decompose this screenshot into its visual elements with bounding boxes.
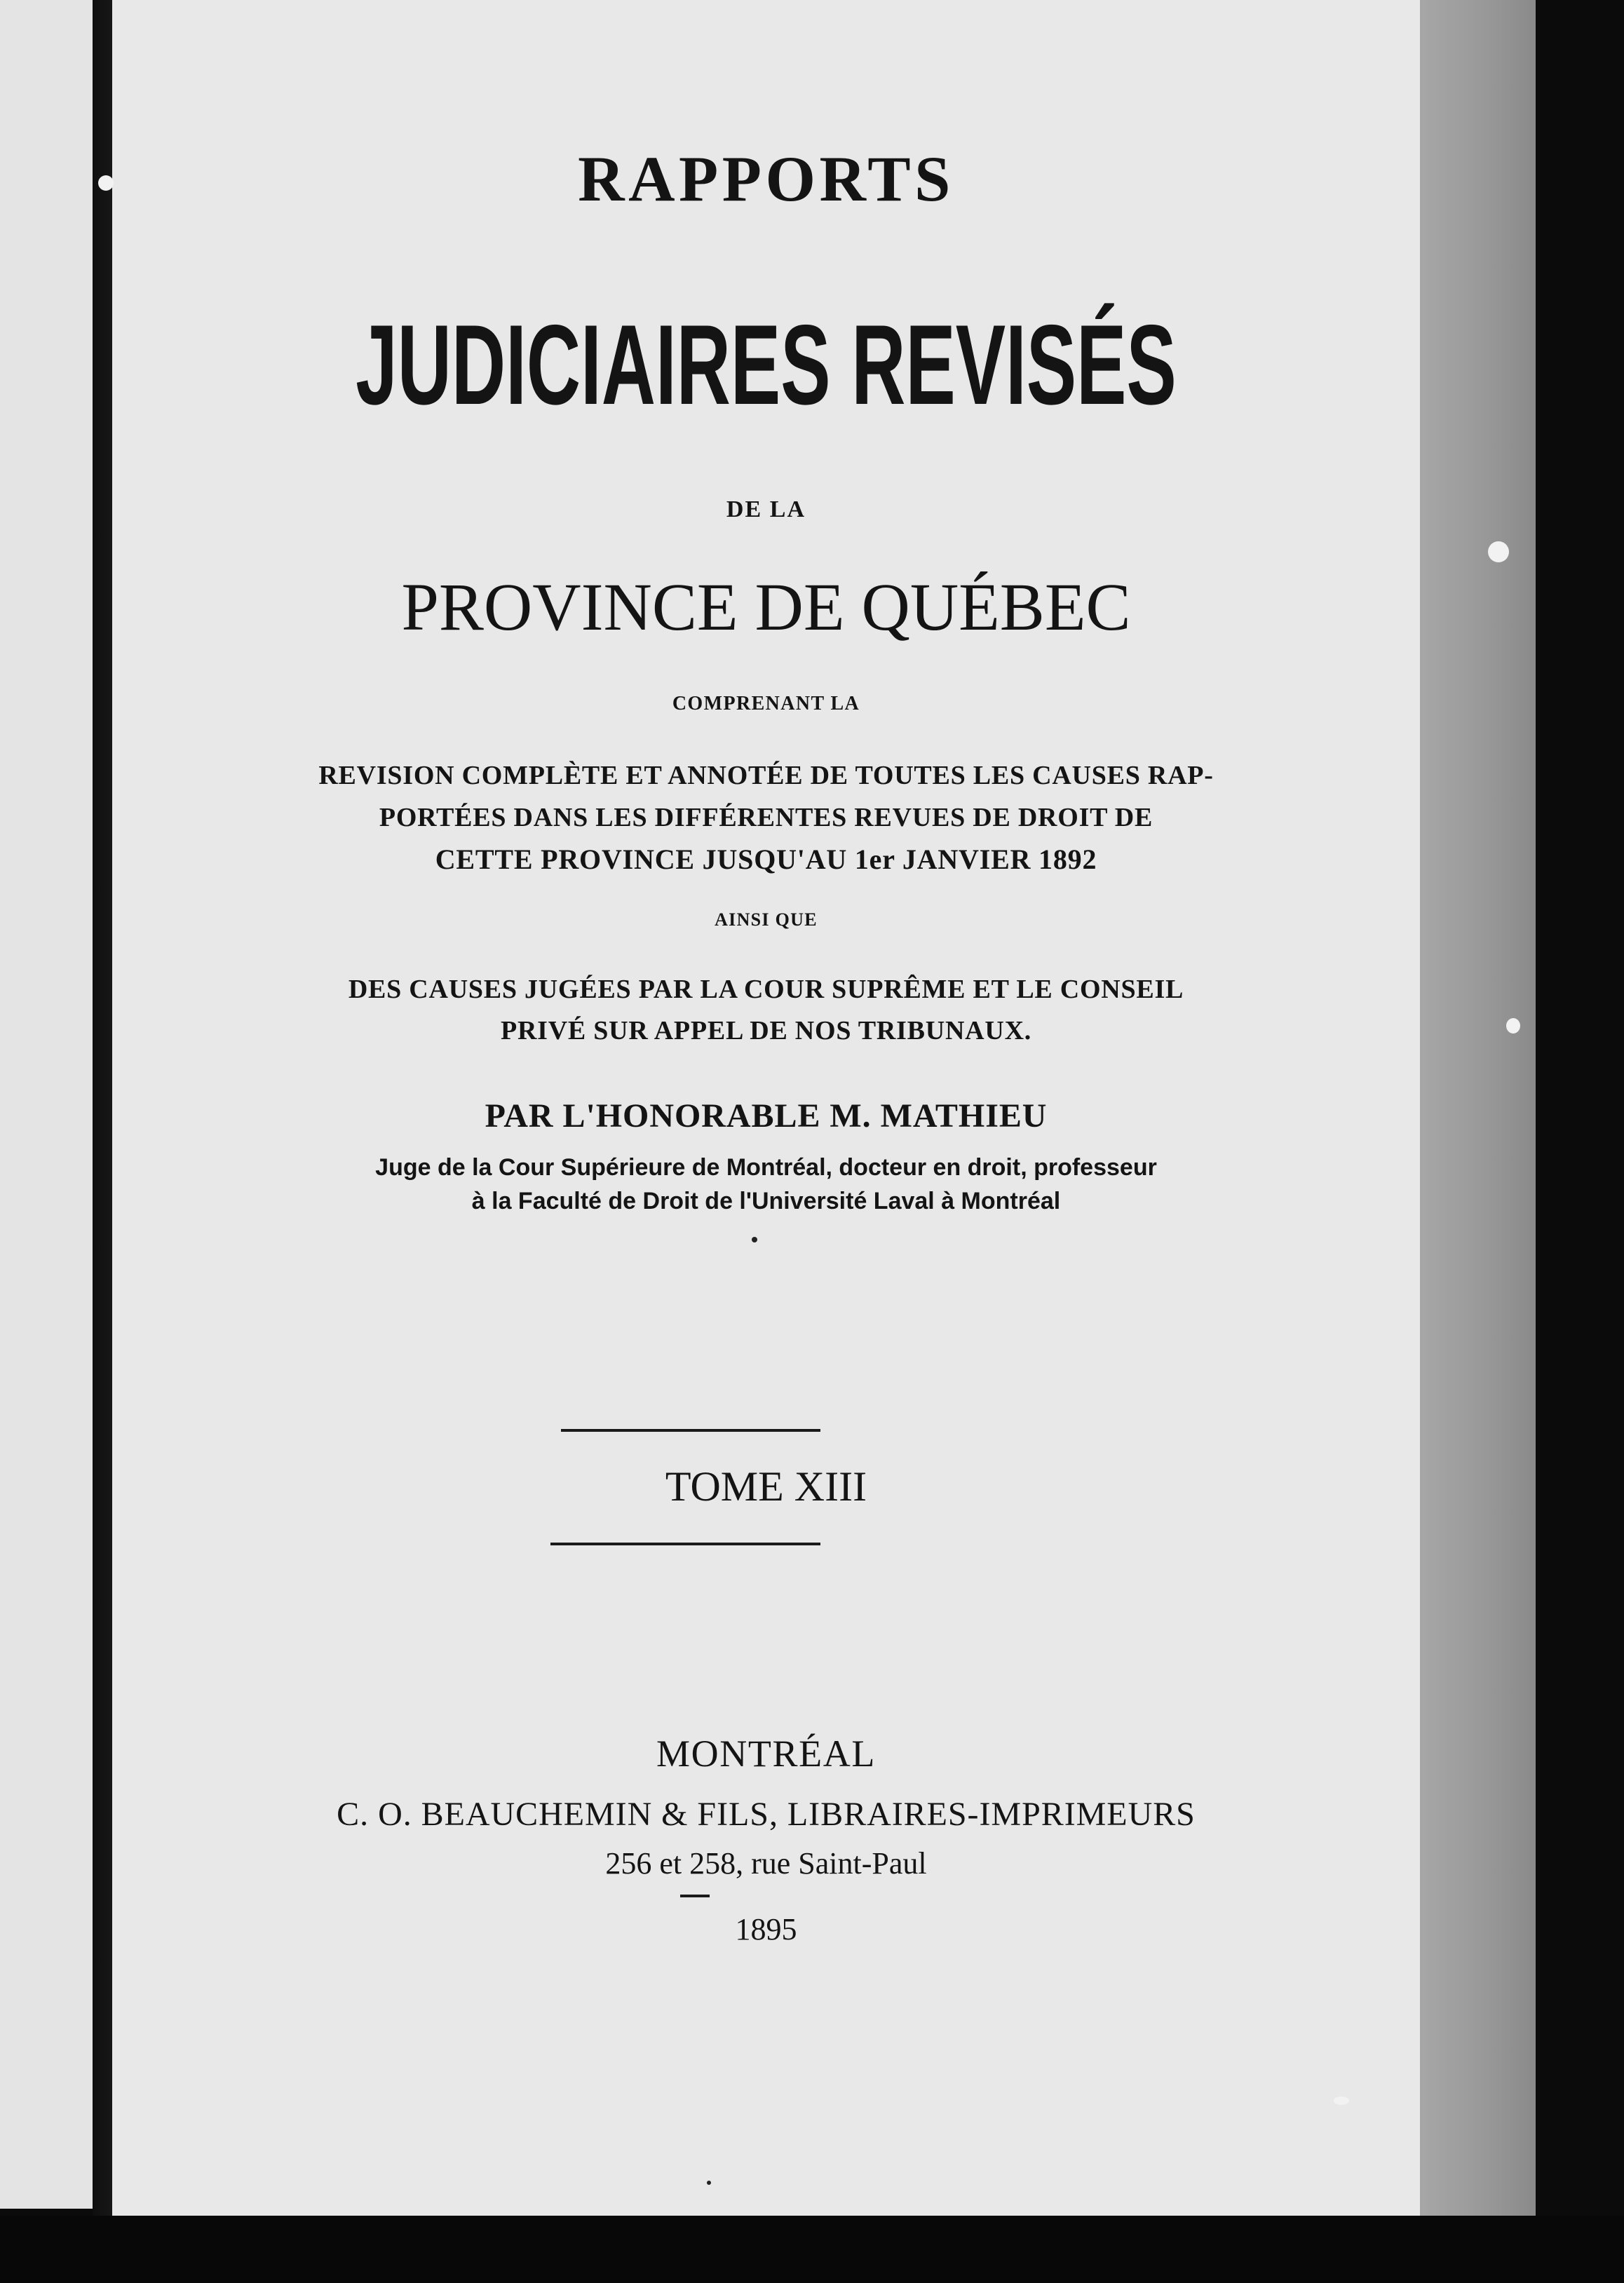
bottom-shadow [0,2216,1624,2283]
paper-speck [1506,1018,1520,1034]
description-line-3: CETTE PROVINCE JUSQU'AU 1er JANVIER 1892 [435,844,1097,875]
ink-speck [752,1237,757,1242]
city-label: MONTRÉAL [656,1733,876,1775]
description-line-1: REVISION COMPLÈTE ET ANNOTÉE DE TOUTES LES CAUSES RAP- [318,761,1214,790]
causes-line-2: PRIVÉ SUR APPEL DE NOS TRIBUNAUX. [500,1016,1032,1045]
paper-speck [98,175,114,191]
ainsi-que-label: AINSI QUE [715,909,818,930]
description-line-2: PORTÉES DANS LES DIFFÉRENTES REVUES DE DROIT DE [379,803,1153,832]
year-label: 1895 [735,1912,797,1946]
paper-speck [1488,541,1509,562]
year-dash [680,1895,710,1897]
facing-page [0,0,93,2209]
paper-speck [1334,2096,1349,2105]
author-title-line-2: à la Faculté de Droit de l'Université Laval à Montréal [471,1188,1061,1214]
author-line: PAR L'HONORABLE M. MATHIEU [485,1097,1048,1134]
divider-bottom [550,1543,820,1545]
title-line-rapports: RAPPORTS [578,143,954,215]
province-title: PROVINCE DE QUÉBEC [401,569,1131,644]
author-title-line-1: Juge de la Cour Supérieure de Montréal, docteur en droit, professeur [375,1154,1157,1181]
page-edge [1409,0,1536,2216]
publisher-name: C. O. BEAUCHEMIN & FILS, [337,1796,778,1833]
causes-line-1: DES CAUSES JUGÉES PAR LA COUR SUPRÊME ET LE CONSEIL [348,975,1184,1004]
comprenant-label: COMPRENANT LA [672,693,860,714]
ink-speck [707,2181,711,2185]
de-la-label: DE LA [726,496,806,522]
tome-label: TOME XIII [665,1463,867,1510]
publisher-role: LIBRAIRES-IMPRIMEURS [787,1796,1196,1833]
title-page [112,0,1420,2219]
publisher-line [112,1795,1420,1834]
title-line-judiciaires: JUDICIAIRES REVISÉS [356,302,1177,428]
divider-top [561,1429,820,1432]
address-line: 256 et 258, rue Saint-Paul [605,1846,927,1881]
